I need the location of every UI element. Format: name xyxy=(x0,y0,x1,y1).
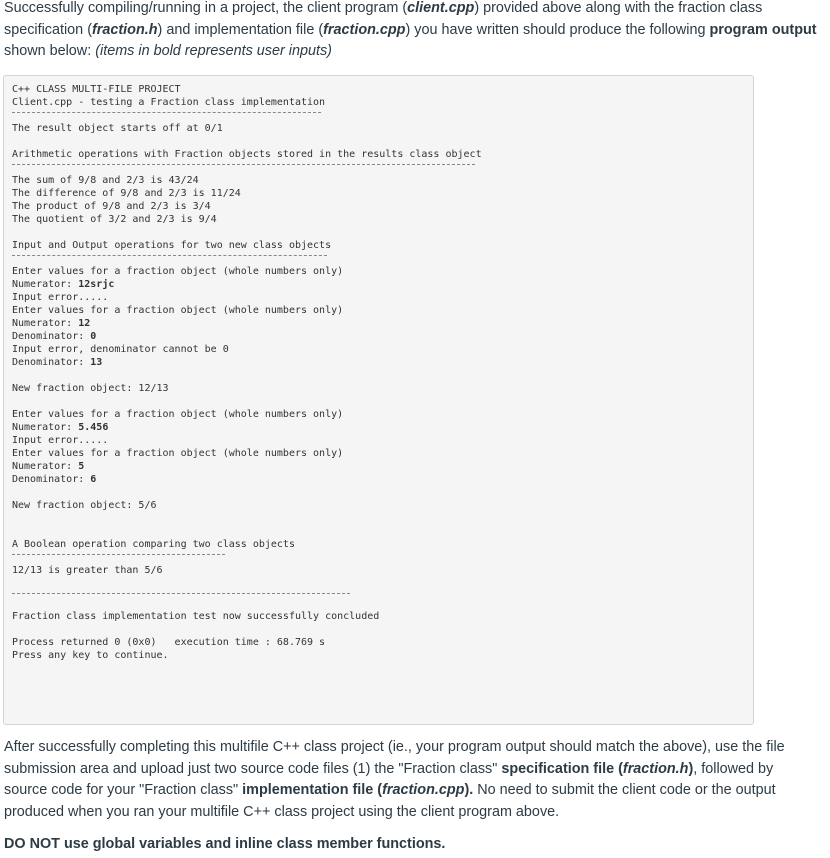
console-line: The quotient of 3/2 and 2/3 is 9/4 xyxy=(12,214,217,225)
console-line: Numerator: 12 xyxy=(12,318,91,329)
client-file-name: client.cpp xyxy=(407,0,475,16)
divider xyxy=(12,164,475,165)
divider xyxy=(12,112,321,113)
console-line: Enter values for a fraction object (whole numbers only) xyxy=(12,448,344,459)
console-line: Enter values for a fraction object (whole numbers only) xyxy=(12,266,344,277)
impl-file-name: fraction.cpp xyxy=(382,782,465,799)
console-line: 12/13 is greater than 5/6 xyxy=(12,565,163,576)
user-input: 0 xyxy=(90,331,97,342)
console-header-title: C++ CLASS MULTI-FILE PROJECT xyxy=(12,84,181,95)
console-line: Process returned 0 (0x0) execution time : 68.769 s xyxy=(12,637,326,648)
user-input: 5 xyxy=(78,461,85,472)
console-line: Fraction class implementation test now successfully concluded xyxy=(12,611,380,622)
console-section-title: Arithmetic operations with Fraction objects stored in the results class object xyxy=(12,149,482,160)
restriction-note: DO NOT use global variables and inline class member functions. xyxy=(4,836,446,852)
spec-file-name: fraction.h xyxy=(91,21,158,38)
spec-file-name: fraction.h xyxy=(622,760,689,777)
divider xyxy=(12,593,350,594)
console-line: New fraction object: 12/13 xyxy=(12,383,169,394)
user-input: 12srjc xyxy=(78,279,115,290)
impl-file-name: fraction.cpp xyxy=(323,21,406,38)
user-input: 5.456 xyxy=(78,422,109,433)
program-output-console xyxy=(3,75,754,725)
user-input: 12 xyxy=(78,318,91,329)
console-line: Input error, denominator cannot be 0 xyxy=(12,344,229,355)
intro-paragraph: Successfully compiling/running in a project, the client program (client.cpp) provided above along with the fraction class specification (fraction.h) and implementation file (fraction.cpp) you have written should produce the following program output shown below: (items in bold represents user inputs) xyxy=(4,0,817,60)
bold-input-note: (items in bold represents user inputs) xyxy=(95,43,332,60)
console-line: The product of 9/8 and 2/3 is 3/4 xyxy=(12,201,211,212)
console-line: Input error..... xyxy=(12,435,109,446)
user-input: 6 xyxy=(90,474,97,485)
console-line: Numerator: 5 xyxy=(12,461,85,472)
program-output-label: program output xyxy=(709,21,817,38)
console-line: Press any key to continue. xyxy=(12,650,169,661)
divider xyxy=(12,554,225,555)
console-line: Denominator: 13 xyxy=(12,357,103,368)
outro-paragraph: After successfully completing this multifile C++ class project (ie., your program output should match the above), use the file submission area and upload just two source code files (1) the "Fraction class" specification file (fraction.h), followed by source code for your "Fraction class" implementation file (fraction.cpp). No need to submit the client code or the output produced when you ran your multifile C++ class project using the client program above. xyxy=(4,739,785,821)
console-section-title: Input and Output operations for two new class objects xyxy=(12,240,332,251)
console-line: Enter values for a fraction object (whole numbers only) xyxy=(12,409,344,420)
console-header-subtitle: Client.cpp - testing a Fraction class implementation xyxy=(12,97,326,108)
user-input: 13 xyxy=(90,357,103,368)
console-line: Numerator: 12srjc xyxy=(12,279,115,290)
console-section-title: A Boolean operation comparing two class objects xyxy=(12,539,295,550)
console-line: The result object starts off at 0/1 xyxy=(12,123,223,134)
console-line: The sum of 9/8 and 2/3 is 43/24 xyxy=(12,175,199,186)
console-line: Input error..... xyxy=(12,292,109,303)
console-line: Numerator: 5.456 xyxy=(12,422,109,433)
console-line: Denominator: 0 xyxy=(12,331,97,342)
divider xyxy=(12,255,327,256)
console-line: New fraction object: 5/6 xyxy=(12,500,157,511)
console-line: The difference of 9/8 and 2/3 is 11/24 xyxy=(12,188,241,199)
console-line: Enter values for a fraction object (whole numbers only) xyxy=(12,305,344,316)
console-line: Denominator: 6 xyxy=(12,474,97,485)
